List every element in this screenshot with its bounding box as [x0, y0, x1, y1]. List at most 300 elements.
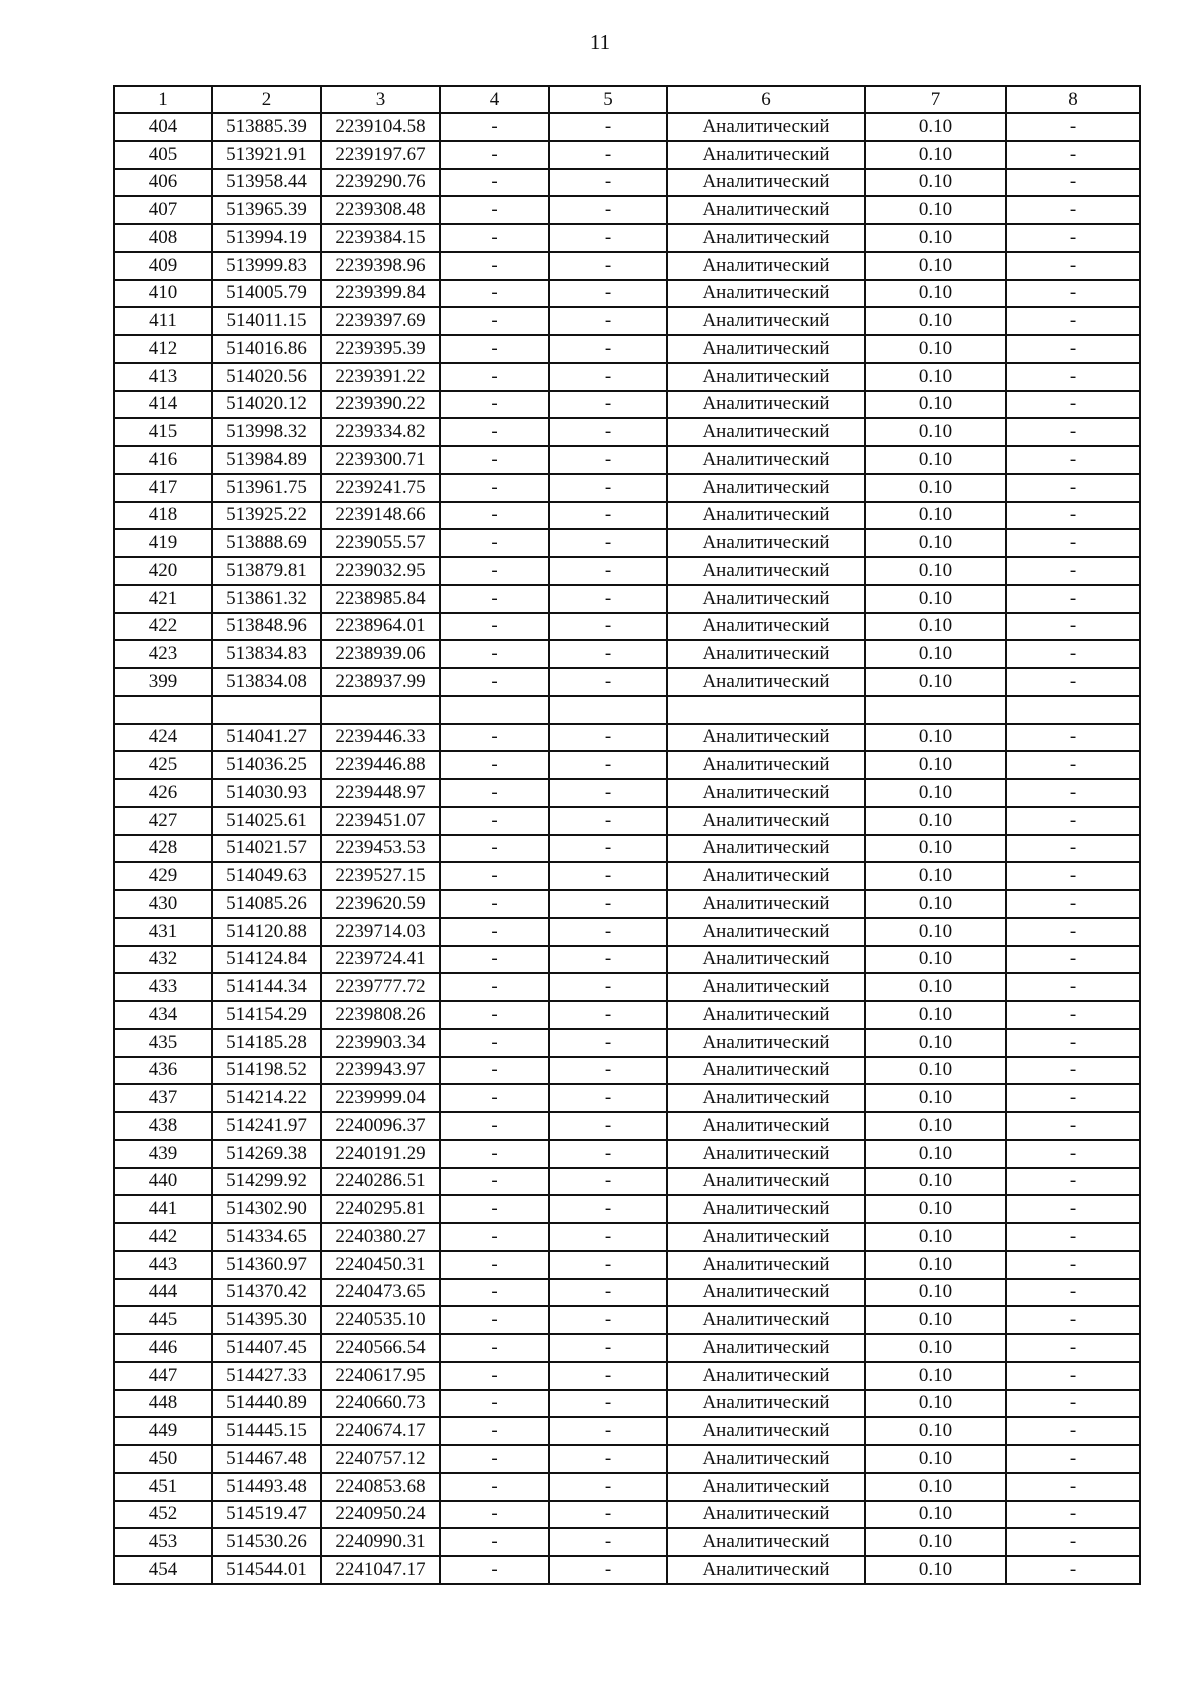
col5-cell	[549, 696, 667, 724]
point-number-cell: 411	[114, 307, 212, 335]
method-cell: Аналитический	[667, 1140, 865, 1168]
col5-cell: -	[549, 1112, 667, 1140]
col4-cell: -	[440, 973, 549, 1001]
y-coordinate-cell: 2239241.75	[321, 474, 440, 502]
col4-cell: -	[440, 307, 549, 335]
accuracy-cell: 0.10	[865, 224, 1006, 252]
col4-cell	[440, 696, 549, 724]
col4-cell: -	[440, 862, 549, 890]
accuracy-cell: 0.10	[865, 640, 1006, 668]
y-coordinate-cell: 2240950.24	[321, 1501, 440, 1529]
x-coordinate-cell: 514185.28	[212, 1029, 321, 1057]
col8-cell: -	[1006, 363, 1140, 391]
col4-cell: -	[440, 502, 549, 530]
col8-cell: -	[1006, 391, 1140, 419]
col5-cell: -	[549, 1334, 667, 1362]
y-coordinate-cell	[321, 696, 440, 724]
column-header: 2	[212, 86, 321, 113]
method-cell: Аналитический	[667, 668, 865, 696]
col5-cell: -	[549, 252, 667, 280]
accuracy-cell: 0.10	[865, 418, 1006, 446]
point-number-cell: 432	[114, 946, 212, 974]
point-number-cell: 433	[114, 973, 212, 1001]
x-coordinate-cell: 514519.47	[212, 1501, 321, 1529]
col5-cell: -	[549, 363, 667, 391]
table-row	[114, 1445, 1140, 1473]
y-coordinate-cell: 2238985.84	[321, 585, 440, 613]
col5-cell: -	[549, 640, 667, 668]
accuracy-cell: 0.10	[865, 307, 1006, 335]
y-coordinate-cell: 2239104.58	[321, 113, 440, 141]
col5-cell: -	[549, 751, 667, 779]
col8-cell: -	[1006, 1195, 1140, 1223]
x-coordinate-cell: 514445.15	[212, 1417, 321, 1445]
col4-cell: -	[440, 1528, 549, 1556]
x-coordinate-cell: 514334.65	[212, 1223, 321, 1251]
method-cell: Аналитический	[667, 1112, 865, 1140]
x-coordinate-cell: 514370.42	[212, 1279, 321, 1307]
method-cell: Аналитический	[667, 1084, 865, 1112]
accuracy-cell: 0.10	[865, 1306, 1006, 1334]
column-header: 7	[865, 86, 1006, 113]
x-coordinate-cell	[212, 696, 321, 724]
method-cell: Аналитический	[667, 585, 865, 613]
accuracy-cell: 0.10	[865, 1417, 1006, 1445]
y-coordinate-cell: 2239451.07	[321, 807, 440, 835]
col8-cell: -	[1006, 613, 1140, 641]
table-row	[114, 141, 1140, 169]
y-coordinate-cell: 2239032.95	[321, 557, 440, 585]
col8-cell: -	[1006, 890, 1140, 918]
y-coordinate-cell: 2239620.59	[321, 890, 440, 918]
y-coordinate-cell: 2239448.97	[321, 779, 440, 807]
accuracy-cell: 0.10	[865, 1140, 1006, 1168]
y-coordinate-cell: 2239395.39	[321, 335, 440, 363]
table-row	[114, 1334, 1140, 1362]
col5-cell: -	[549, 1168, 667, 1196]
col4-cell: -	[440, 1084, 549, 1112]
col8-cell: -	[1006, 418, 1140, 446]
accuracy-cell: 0.10	[865, 918, 1006, 946]
col8-cell: -	[1006, 1001, 1140, 1029]
col8-cell: -	[1006, 252, 1140, 280]
col5-cell: -	[549, 862, 667, 890]
method-cell: Аналитический	[667, 613, 865, 641]
accuracy-cell: 0.10	[865, 1390, 1006, 1418]
method-cell: Аналитический	[667, 1417, 865, 1445]
method-cell: Аналитический	[667, 946, 865, 974]
x-coordinate-cell: 513925.22	[212, 502, 321, 530]
x-coordinate-cell: 513965.39	[212, 196, 321, 224]
table-row	[114, 113, 1140, 141]
y-coordinate-cell: 2240191.29	[321, 1140, 440, 1168]
table-row	[114, 252, 1140, 280]
table-row	[114, 1168, 1140, 1196]
y-coordinate-cell: 2240096.37	[321, 1112, 440, 1140]
col8-cell: -	[1006, 640, 1140, 668]
table-row	[114, 1029, 1140, 1057]
point-number-cell: 419	[114, 529, 212, 557]
col4-cell: -	[440, 1168, 549, 1196]
method-cell: Аналитический	[667, 1528, 865, 1556]
x-coordinate-cell: 514036.25	[212, 751, 321, 779]
accuracy-cell: 0.10	[865, 585, 1006, 613]
col8-cell: -	[1006, 1473, 1140, 1501]
col8-cell: -	[1006, 169, 1140, 197]
table-row	[114, 474, 1140, 502]
y-coordinate-cell: 2240535.10	[321, 1306, 440, 1334]
y-coordinate-cell: 2239903.34	[321, 1029, 440, 1057]
col4-cell: -	[440, 1029, 549, 1057]
table-row	[114, 835, 1140, 863]
point-number-cell: 440	[114, 1168, 212, 1196]
table-row	[114, 363, 1140, 391]
x-coordinate-cell: 514214.22	[212, 1084, 321, 1112]
accuracy-cell: 0.10	[865, 141, 1006, 169]
y-coordinate-cell: 2240757.12	[321, 1445, 440, 1473]
y-coordinate-cell: 2239397.69	[321, 307, 440, 335]
accuracy-cell: 0.10	[865, 391, 1006, 419]
table-row	[114, 751, 1140, 779]
accuracy-cell: 0.10	[865, 613, 1006, 641]
col8-cell: -	[1006, 1390, 1140, 1418]
point-number-cell: 430	[114, 890, 212, 918]
table-row	[114, 1501, 1140, 1529]
col4-cell: -	[440, 141, 549, 169]
col8-cell: -	[1006, 224, 1140, 252]
method-cell: Аналитический	[667, 557, 865, 585]
point-number-cell	[114, 696, 212, 724]
x-coordinate-cell: 513834.08	[212, 668, 321, 696]
table-row	[114, 502, 1140, 530]
column-header: 5	[549, 86, 667, 113]
point-number-cell: 421	[114, 585, 212, 613]
column-header: 6	[667, 86, 865, 113]
method-cell: Аналитический	[667, 1223, 865, 1251]
col4-cell: -	[440, 1334, 549, 1362]
col5-cell: -	[549, 1001, 667, 1029]
col8-cell: -	[1006, 779, 1140, 807]
accuracy-cell: 0.10	[865, 862, 1006, 890]
method-cell: Аналитический	[667, 1473, 865, 1501]
x-coordinate-cell: 514011.15	[212, 307, 321, 335]
method-cell: Аналитический	[667, 1390, 865, 1418]
page-number: 11	[589, 30, 611, 54]
col4-cell: -	[440, 252, 549, 280]
col5-cell: -	[549, 1029, 667, 1057]
col5-cell: -	[549, 585, 667, 613]
col8-cell: -	[1006, 1556, 1140, 1584]
point-number-cell: 434	[114, 1001, 212, 1029]
col8-cell: -	[1006, 280, 1140, 308]
table-row	[114, 1195, 1140, 1223]
table-row	[114, 335, 1140, 363]
point-number-cell: 442	[114, 1223, 212, 1251]
col8-cell: -	[1006, 1417, 1140, 1445]
point-number-cell: 425	[114, 751, 212, 779]
x-coordinate-cell: 513921.91	[212, 141, 321, 169]
x-coordinate-cell: 514198.52	[212, 1057, 321, 1085]
method-cell: Аналитический	[667, 141, 865, 169]
col8-cell: -	[1006, 1084, 1140, 1112]
col4-cell: -	[440, 1223, 549, 1251]
method-cell: Аналитический	[667, 446, 865, 474]
point-number-cell: 439	[114, 1140, 212, 1168]
y-coordinate-cell: 2240674.17	[321, 1417, 440, 1445]
method-cell: Аналитический	[667, 196, 865, 224]
table-row	[114, 224, 1140, 252]
col8-cell: -	[1006, 668, 1140, 696]
col4-cell: -	[440, 557, 549, 585]
method-cell: Аналитический	[667, 502, 865, 530]
x-coordinate-cell: 514124.84	[212, 946, 321, 974]
table-row	[114, 973, 1140, 1001]
method-cell: Аналитический	[667, 1556, 865, 1584]
y-coordinate-cell: 2241047.17	[321, 1556, 440, 1584]
accuracy-cell	[865, 696, 1006, 724]
accuracy-cell: 0.10	[865, 1168, 1006, 1196]
col5-cell: -	[549, 1501, 667, 1529]
table-row	[114, 918, 1140, 946]
method-cell: Аналитический	[667, 169, 865, 197]
x-coordinate-cell: 514467.48	[212, 1445, 321, 1473]
coordinates-table	[113, 85, 1141, 1585]
accuracy-cell: 0.10	[865, 751, 1006, 779]
col4-cell: -	[440, 1112, 549, 1140]
y-coordinate-cell: 2239197.67	[321, 141, 440, 169]
y-coordinate-cell: 2240990.31	[321, 1528, 440, 1556]
point-number-cell: 404	[114, 113, 212, 141]
col4-cell: -	[440, 1473, 549, 1501]
accuracy-cell: 0.10	[865, 1084, 1006, 1112]
y-coordinate-cell: 2239398.96	[321, 252, 440, 280]
col8-cell: -	[1006, 1306, 1140, 1334]
col4-cell: -	[440, 1556, 549, 1584]
accuracy-cell: 0.10	[865, 890, 1006, 918]
y-coordinate-cell: 2239300.71	[321, 446, 440, 474]
col8-cell: -	[1006, 1223, 1140, 1251]
table-row	[114, 418, 1140, 446]
col5-cell: -	[549, 391, 667, 419]
col5-cell: -	[549, 335, 667, 363]
x-coordinate-cell: 514154.29	[212, 1001, 321, 1029]
x-coordinate-cell: 514020.12	[212, 391, 321, 419]
table-row	[114, 613, 1140, 641]
y-coordinate-cell: 2239391.22	[321, 363, 440, 391]
col8-cell: -	[1006, 557, 1140, 585]
table-row	[114, 585, 1140, 613]
accuracy-cell: 0.10	[865, 1279, 1006, 1307]
table-row	[114, 446, 1140, 474]
col5-cell: -	[549, 196, 667, 224]
col5-cell: -	[549, 1057, 667, 1085]
col4-cell: -	[440, 807, 549, 835]
col4-cell: -	[440, 363, 549, 391]
method-cell: Аналитический	[667, 1057, 865, 1085]
x-coordinate-cell: 514544.01	[212, 1556, 321, 1584]
col5-cell: -	[549, 418, 667, 446]
col5-cell: -	[549, 529, 667, 557]
col4-cell: -	[440, 1140, 549, 1168]
point-number-cell: 435	[114, 1029, 212, 1057]
column-header: 8	[1006, 86, 1140, 113]
x-coordinate-cell: 514395.30	[212, 1306, 321, 1334]
method-cell: Аналитический	[667, 807, 865, 835]
x-coordinate-cell: 514041.27	[212, 724, 321, 752]
col8-cell: -	[1006, 1334, 1140, 1362]
point-number-cell: 426	[114, 779, 212, 807]
table-row	[114, 696, 1140, 724]
table-row	[114, 196, 1140, 224]
accuracy-cell: 0.10	[865, 1334, 1006, 1362]
accuracy-cell: 0.10	[865, 557, 1006, 585]
y-coordinate-cell: 2238964.01	[321, 613, 440, 641]
table-row	[114, 668, 1140, 696]
method-cell: Аналитический	[667, 252, 865, 280]
y-coordinate-cell: 2240566.54	[321, 1334, 440, 1362]
method-cell: Аналитический	[667, 724, 865, 752]
column-header: 3	[321, 86, 440, 113]
accuracy-cell: 0.10	[865, 252, 1006, 280]
x-coordinate-cell: 514005.79	[212, 280, 321, 308]
column-header: 4	[440, 86, 549, 113]
col4-cell: -	[440, 1362, 549, 1390]
col5-cell: -	[549, 169, 667, 197]
col4-cell: -	[440, 779, 549, 807]
col8-cell: -	[1006, 446, 1140, 474]
col5-cell: -	[549, 141, 667, 169]
table-row	[114, 779, 1140, 807]
point-number-cell: 437	[114, 1084, 212, 1112]
col8-cell	[1006, 696, 1140, 724]
point-number-cell: 450	[114, 1445, 212, 1473]
col8-cell: -	[1006, 1445, 1140, 1473]
col4-cell: -	[440, 724, 549, 752]
point-number-cell: 448	[114, 1390, 212, 1418]
accuracy-cell: 0.10	[865, 1473, 1006, 1501]
method-cell: Аналитический	[667, 335, 865, 363]
col5-cell: -	[549, 1528, 667, 1556]
y-coordinate-cell: 2239290.76	[321, 169, 440, 197]
point-number-cell: 444	[114, 1279, 212, 1307]
col5-cell: -	[549, 502, 667, 530]
x-coordinate-cell: 514302.90	[212, 1195, 321, 1223]
y-coordinate-cell: 2240660.73	[321, 1390, 440, 1418]
method-cell: Аналитический	[667, 1168, 865, 1196]
col4-cell: -	[440, 890, 549, 918]
col8-cell: -	[1006, 807, 1140, 835]
x-coordinate-cell: 514241.97	[212, 1112, 321, 1140]
method-cell: Аналитический	[667, 779, 865, 807]
table-row	[114, 391, 1140, 419]
x-coordinate-cell: 513958.44	[212, 169, 321, 197]
col5-cell: -	[549, 835, 667, 863]
point-number-cell: 451	[114, 1473, 212, 1501]
x-coordinate-cell: 514016.86	[212, 335, 321, 363]
col5-cell: -	[549, 668, 667, 696]
y-coordinate-cell: 2240450.31	[321, 1251, 440, 1279]
y-coordinate-cell: 2239724.41	[321, 946, 440, 974]
point-number-cell: 423	[114, 640, 212, 668]
point-number-cell: 453	[114, 1528, 212, 1556]
point-number-cell: 447	[114, 1362, 212, 1390]
col8-cell: -	[1006, 1112, 1140, 1140]
col5-cell: -	[549, 1140, 667, 1168]
col5-cell: -	[549, 918, 667, 946]
table-row	[114, 640, 1140, 668]
table-row	[114, 280, 1140, 308]
method-cell: Аналитический	[667, 474, 865, 502]
x-coordinate-cell: 514427.33	[212, 1362, 321, 1390]
col4-cell: -	[440, 529, 549, 557]
col8-cell: -	[1006, 862, 1140, 890]
method-cell: Аналитический	[667, 890, 865, 918]
point-number-cell: 405	[114, 141, 212, 169]
point-number-cell: 410	[114, 280, 212, 308]
table-row	[114, 169, 1140, 197]
accuracy-cell: 0.10	[865, 1057, 1006, 1085]
method-cell: Аналитический	[667, 1251, 865, 1279]
point-number-cell: 412	[114, 335, 212, 363]
point-number-cell: 454	[114, 1556, 212, 1584]
col4-cell: -	[440, 1306, 549, 1334]
point-number-cell: 441	[114, 1195, 212, 1223]
table-row	[114, 946, 1140, 974]
point-number-cell: 417	[114, 474, 212, 502]
col8-cell: -	[1006, 585, 1140, 613]
method-cell: Аналитический	[667, 363, 865, 391]
table-row	[114, 1473, 1140, 1501]
accuracy-cell: 0.10	[865, 1195, 1006, 1223]
col4-cell: -	[440, 585, 549, 613]
point-number-cell: 429	[114, 862, 212, 890]
accuracy-cell: 0.10	[865, 724, 1006, 752]
x-coordinate-cell: 514493.48	[212, 1473, 321, 1501]
col4-cell: -	[440, 1195, 549, 1223]
header-row	[114, 86, 1140, 113]
col4-cell: -	[440, 613, 549, 641]
point-number-cell: 409	[114, 252, 212, 280]
col4-cell: -	[440, 1057, 549, 1085]
col8-cell: -	[1006, 307, 1140, 335]
col5-cell: -	[549, 1417, 667, 1445]
col4-cell: -	[440, 751, 549, 779]
table-row	[114, 1279, 1140, 1307]
col8-cell: -	[1006, 502, 1140, 530]
x-coordinate-cell: 513961.75	[212, 474, 321, 502]
col4-cell: -	[440, 946, 549, 974]
y-coordinate-cell: 2239714.03	[321, 918, 440, 946]
x-coordinate-cell: 514144.34	[212, 973, 321, 1001]
col4-cell: -	[440, 446, 549, 474]
col8-cell: -	[1006, 474, 1140, 502]
table-header	[114, 86, 1140, 113]
x-coordinate-cell: 514021.57	[212, 835, 321, 863]
point-number-cell: 408	[114, 224, 212, 252]
col8-cell: -	[1006, 1279, 1140, 1307]
accuracy-cell: 0.10	[865, 1445, 1006, 1473]
accuracy-cell: 0.10	[865, 474, 1006, 502]
method-cell: Аналитический	[667, 1195, 865, 1223]
x-coordinate-cell: 514407.45	[212, 1334, 321, 1362]
col5-cell: -	[549, 946, 667, 974]
method-cell: Аналитический	[667, 1279, 865, 1307]
col4-cell: -	[440, 1279, 549, 1307]
point-number-cell: 413	[114, 363, 212, 391]
accuracy-cell: 0.10	[865, 807, 1006, 835]
x-coordinate-cell: 513879.81	[212, 557, 321, 585]
method-cell: Аналитический	[667, 113, 865, 141]
